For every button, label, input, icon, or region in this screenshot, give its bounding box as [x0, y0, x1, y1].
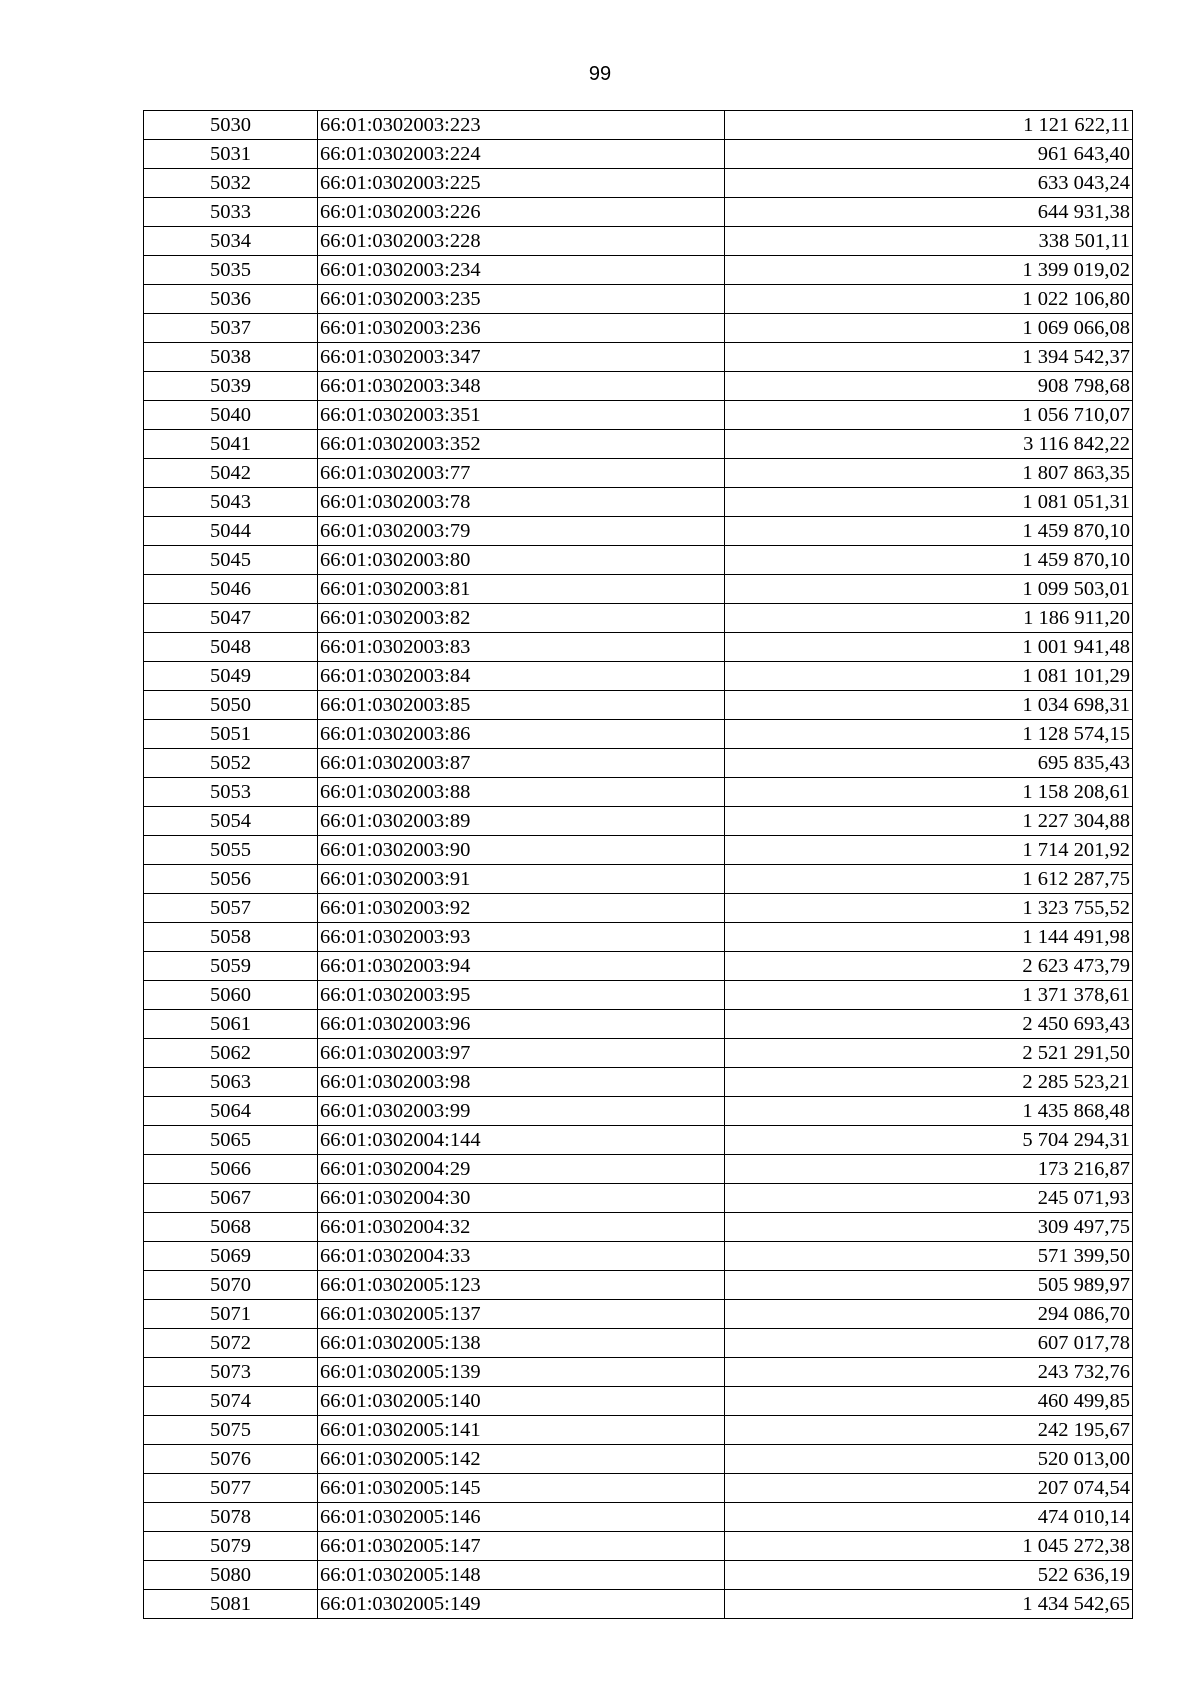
row-number-cell: 5038	[144, 343, 318, 372]
cadastral-number-cell: 66:01:0302003:84	[318, 662, 725, 691]
cadastral-value-cell: 242 195,67	[725, 1416, 1133, 1445]
cadastral-number-cell: 66:01:0302003:352	[318, 430, 725, 459]
cadastral-number-cell: 66:01:0302003:77	[318, 459, 725, 488]
cadastral-value-cell: 1 121 622,11	[725, 111, 1133, 140]
row-number-cell: 5041	[144, 430, 318, 459]
cadastral-value-cell: 695 835,43	[725, 749, 1133, 778]
row-number-cell: 5047	[144, 604, 318, 633]
cadastral-number-cell: 66:01:0302003:80	[318, 546, 725, 575]
row-number-cell: 5054	[144, 807, 318, 836]
cadastral-value-cell: 1 069 066,08	[725, 314, 1133, 343]
cadastral-value-cell: 571 399,50	[725, 1242, 1133, 1271]
row-number-cell: 5048	[144, 633, 318, 662]
table-row	[144, 546, 1133, 575]
table-row	[144, 749, 1133, 778]
row-number-cell: 5045	[144, 546, 318, 575]
cadastral-number-cell: 66:01:0302003:236	[318, 314, 725, 343]
row-number-cell: 5081	[144, 1590, 318, 1619]
row-number-cell: 5068	[144, 1213, 318, 1242]
cadastral-value-cell: 1 081 101,29	[725, 662, 1133, 691]
table-row	[144, 256, 1133, 285]
table-row	[144, 372, 1133, 401]
table-row	[144, 488, 1133, 517]
row-number-cell: 5051	[144, 720, 318, 749]
row-number-cell: 5071	[144, 1300, 318, 1329]
table-row	[144, 1561, 1133, 1590]
table-row	[144, 720, 1133, 749]
cadastral-value-cell: 1 612 287,75	[725, 865, 1133, 894]
table-row	[144, 1010, 1133, 1039]
cadastral-value-cell: 1 371 378,61	[725, 981, 1133, 1010]
cadastral-number-cell: 66:01:0302003:91	[318, 865, 725, 894]
cadastral-value-cell: 1 394 542,37	[725, 343, 1133, 372]
table-row	[144, 604, 1133, 633]
row-number-cell: 5036	[144, 285, 318, 314]
cadastral-number-cell: 66:01:0302003:93	[318, 923, 725, 952]
cadastral-value-cell: 908 798,68	[725, 372, 1133, 401]
cadastral-value-cell: 1 128 574,15	[725, 720, 1133, 749]
cadastral-value-cell: 243 732,76	[725, 1358, 1133, 1387]
cadastral-value-cell: 5 704 294,31	[725, 1126, 1133, 1155]
cadastral-number-cell: 66:01:0302005:149	[318, 1590, 725, 1619]
cadastral-value-cell: 2 521 291,50	[725, 1039, 1133, 1068]
row-number-cell: 5043	[144, 488, 318, 517]
row-number-cell: 5046	[144, 575, 318, 604]
row-number-cell: 5056	[144, 865, 318, 894]
row-number-cell: 5052	[144, 749, 318, 778]
row-number-cell: 5078	[144, 1503, 318, 1532]
cadastral-value-table	[143, 110, 1133, 1619]
row-number-cell: 5067	[144, 1184, 318, 1213]
cadastral-number-cell: 66:01:0302003:97	[318, 1039, 725, 1068]
table-row	[144, 1416, 1133, 1445]
cadastral-number-cell: 66:01:0302003:90	[318, 836, 725, 865]
row-number-cell: 5040	[144, 401, 318, 430]
cadastral-number-cell: 66:01:0302004:30	[318, 1184, 725, 1213]
cadastral-value-cell: 338 501,11	[725, 227, 1133, 256]
table-row	[144, 198, 1133, 227]
table-row	[144, 1445, 1133, 1474]
cadastral-number-cell: 66:01:0302003:79	[318, 517, 725, 546]
table-row	[144, 1242, 1133, 1271]
cadastral-value-cell: 1 714 201,92	[725, 836, 1133, 865]
cadastral-number-cell: 66:01:0302005:142	[318, 1445, 725, 1474]
cadastral-number-cell: 66:01:0302003:86	[318, 720, 725, 749]
row-number-cell: 5030	[144, 111, 318, 140]
cadastral-number-cell: 66:01:0302003:78	[318, 488, 725, 517]
table-row	[144, 807, 1133, 836]
cadastral-value-cell: 1 022 106,80	[725, 285, 1133, 314]
page-number: 99	[588, 63, 612, 85]
table-row	[144, 575, 1133, 604]
cadastral-number-cell: 66:01:0302003:98	[318, 1068, 725, 1097]
cadastral-value-cell: 3 116 842,22	[725, 430, 1133, 459]
row-number-cell: 5035	[144, 256, 318, 285]
cadastral-value-cell: 1 227 304,88	[725, 807, 1133, 836]
cadastral-number-cell: 66:01:0302005:148	[318, 1561, 725, 1590]
cadastral-value-cell: 207 074,54	[725, 1474, 1133, 1503]
row-number-cell: 5070	[144, 1271, 318, 1300]
row-number-cell: 5077	[144, 1474, 318, 1503]
row-number-cell: 5034	[144, 227, 318, 256]
cadastral-number-cell: 66:01:0302005:123	[318, 1271, 725, 1300]
row-number-cell: 5057	[144, 894, 318, 923]
cadastral-number-cell: 66:01:0302003:228	[318, 227, 725, 256]
cadastral-number-cell: 66:01:0302005:145	[318, 1474, 725, 1503]
cadastral-number-cell: 66:01:0302003:82	[318, 604, 725, 633]
cadastral-number-cell: 66:01:0302003:226	[318, 198, 725, 227]
cadastral-value-cell: 633 043,24	[725, 169, 1133, 198]
cadastral-number-cell: 66:01:0302003:83	[318, 633, 725, 662]
cadastral-number-cell: 66:01:0302003:95	[318, 981, 725, 1010]
cadastral-value-cell: 505 989,97	[725, 1271, 1133, 1300]
table-row	[144, 1387, 1133, 1416]
cadastral-value-cell: 294 086,70	[725, 1300, 1133, 1329]
row-number-cell: 5033	[144, 198, 318, 227]
table-row	[144, 894, 1133, 923]
row-number-cell: 5032	[144, 169, 318, 198]
cadastral-number-cell: 66:01:0302003:225	[318, 169, 725, 198]
table-row	[144, 633, 1133, 662]
table-row	[144, 1039, 1133, 1068]
row-number-cell: 5059	[144, 952, 318, 981]
table-row	[144, 778, 1133, 807]
row-number-cell: 5058	[144, 923, 318, 952]
table-row	[144, 517, 1133, 546]
row-number-cell: 5055	[144, 836, 318, 865]
cadastral-number-cell: 66:01:0302003:234	[318, 256, 725, 285]
cadastral-number-cell: 66:01:0302003:223	[318, 111, 725, 140]
table-row	[144, 1213, 1133, 1242]
cadastral-value-cell: 474 010,14	[725, 1503, 1133, 1532]
cadastral-value-cell: 520 013,00	[725, 1445, 1133, 1474]
row-number-cell: 5062	[144, 1039, 318, 1068]
cadastral-value-cell: 1 323 755,52	[725, 894, 1133, 923]
cadastral-value-cell: 1 034 698,31	[725, 691, 1133, 720]
cadastral-number-cell: 66:01:0302003:87	[318, 749, 725, 778]
cadastral-number-cell: 66:01:0302005:147	[318, 1532, 725, 1561]
cadastral-number-cell: 66:01:0302005:137	[318, 1300, 725, 1329]
cadastral-number-cell: 66:01:0302003:96	[318, 1010, 725, 1039]
table-row	[144, 1329, 1133, 1358]
table-row	[144, 952, 1133, 981]
table-row	[144, 1126, 1133, 1155]
cadastral-number-cell: 66:01:0302004:144	[318, 1126, 725, 1155]
row-number-cell: 5061	[144, 1010, 318, 1039]
cadastral-number-cell: 66:01:0302003:99	[318, 1097, 725, 1126]
table-row	[144, 662, 1133, 691]
table-row	[144, 1097, 1133, 1126]
cadastral-value-cell: 1 434 542,65	[725, 1590, 1133, 1619]
cadastral-number-cell: 66:01:0302005:146	[318, 1503, 725, 1532]
row-number-cell: 5080	[144, 1561, 318, 1590]
table-row	[144, 1474, 1133, 1503]
cadastral-value-cell: 173 216,87	[725, 1155, 1133, 1184]
cadastral-value-cell: 1 144 491,98	[725, 923, 1133, 952]
table-row	[144, 401, 1133, 430]
cadastral-value-cell: 644 931,38	[725, 198, 1133, 227]
table-row	[144, 227, 1133, 256]
cadastral-value-cell: 1 807 863,35	[725, 459, 1133, 488]
cadastral-number-cell: 66:01:0302003:347	[318, 343, 725, 372]
table-row	[144, 1503, 1133, 1532]
row-number-cell: 5044	[144, 517, 318, 546]
cadastral-value-cell: 1 459 870,10	[725, 517, 1133, 546]
row-number-cell: 5053	[144, 778, 318, 807]
table-row	[144, 865, 1133, 894]
cadastral-value-cell: 1 045 272,38	[725, 1532, 1133, 1561]
cadastral-number-cell: 66:01:0302004:29	[318, 1155, 725, 1184]
row-number-cell: 5064	[144, 1097, 318, 1126]
cadastral-number-cell: 66:01:0302003:94	[318, 952, 725, 981]
row-number-cell: 5073	[144, 1358, 318, 1387]
cadastral-value-cell: 607 017,78	[725, 1329, 1133, 1358]
table-row	[144, 1532, 1133, 1561]
table-row	[144, 430, 1133, 459]
cadastral-number-cell: 66:01:0302004:33	[318, 1242, 725, 1271]
cadastral-number-cell: 66:01:0302005:141	[318, 1416, 725, 1445]
table-row	[144, 314, 1133, 343]
row-number-cell: 5060	[144, 981, 318, 1010]
cadastral-value-cell: 1 158 208,61	[725, 778, 1133, 807]
cadastral-value-cell: 1 459 870,10	[725, 546, 1133, 575]
cadastral-value-cell: 2 450 693,43	[725, 1010, 1133, 1039]
table-row	[144, 343, 1133, 372]
cadastral-value-cell: 1 001 941,48	[725, 633, 1133, 662]
table-row	[144, 111, 1133, 140]
cadastral-value-cell: 1 435 868,48	[725, 1097, 1133, 1126]
row-number-cell: 5037	[144, 314, 318, 343]
cadastral-number-cell: 66:01:0302003:235	[318, 285, 725, 314]
row-number-cell: 5049	[144, 662, 318, 691]
cadastral-number-cell: 66:01:0302005:138	[318, 1329, 725, 1358]
table-row	[144, 1590, 1133, 1619]
table-row	[144, 1155, 1133, 1184]
row-number-cell: 5079	[144, 1532, 318, 1561]
row-number-cell: 5066	[144, 1155, 318, 1184]
table-row	[144, 981, 1133, 1010]
cadastral-value-cell: 245 071,93	[725, 1184, 1133, 1213]
cadastral-value-cell: 1 399 019,02	[725, 256, 1133, 285]
row-number-cell: 5065	[144, 1126, 318, 1155]
cadastral-value-cell: 460 499,85	[725, 1387, 1133, 1416]
cadastral-value-cell: 1 081 051,31	[725, 488, 1133, 517]
table-row	[144, 836, 1133, 865]
row-number-cell: 5042	[144, 459, 318, 488]
cadastral-number-cell: 66:01:0302003:348	[318, 372, 725, 401]
cadastral-number-cell: 66:01:0302003:92	[318, 894, 725, 923]
cadastral-value-cell: 1 099 503,01	[725, 575, 1133, 604]
row-number-cell: 5063	[144, 1068, 318, 1097]
row-number-cell: 5072	[144, 1329, 318, 1358]
row-number-cell: 5031	[144, 140, 318, 169]
table-row	[144, 1068, 1133, 1097]
cadastral-value-cell: 309 497,75	[725, 1213, 1133, 1242]
cadastral-value-cell: 522 636,19	[725, 1561, 1133, 1590]
table-row	[144, 140, 1133, 169]
table-row	[144, 1358, 1133, 1387]
cadastral-value-cell: 961 643,40	[725, 140, 1133, 169]
row-number-cell: 5074	[144, 1387, 318, 1416]
cadastral-number-cell: 66:01:0302003:85	[318, 691, 725, 720]
cadastral-value-cell: 1 056 710,07	[725, 401, 1133, 430]
row-number-cell: 5050	[144, 691, 318, 720]
table-row	[144, 169, 1133, 198]
row-number-cell: 5069	[144, 1242, 318, 1271]
table-row	[144, 691, 1133, 720]
cadastral-number-cell: 66:01:0302005:139	[318, 1358, 725, 1387]
cadastral-number-cell: 66:01:0302003:81	[318, 575, 725, 604]
table-row	[144, 285, 1133, 314]
cadastral-number-cell: 66:01:0302005:140	[318, 1387, 725, 1416]
cadastral-number-cell: 66:01:0302004:32	[318, 1213, 725, 1242]
cadastral-number-cell: 66:01:0302003:224	[318, 140, 725, 169]
table-row	[144, 1300, 1133, 1329]
cadastral-value-cell: 2 285 523,21	[725, 1068, 1133, 1097]
cadastral-number-cell: 66:01:0302003:351	[318, 401, 725, 430]
row-number-cell: 5039	[144, 372, 318, 401]
cadastral-value-cell: 1 186 911,20	[725, 604, 1133, 633]
table-row	[144, 923, 1133, 952]
table-row	[144, 1271, 1133, 1300]
cadastral-value-cell: 2 623 473,79	[725, 952, 1133, 981]
table-row	[144, 1184, 1133, 1213]
cadastral-number-cell: 66:01:0302003:89	[318, 807, 725, 836]
row-number-cell: 5076	[144, 1445, 318, 1474]
row-number-cell: 5075	[144, 1416, 318, 1445]
cadastral-number-cell: 66:01:0302003:88	[318, 778, 725, 807]
table-body	[144, 111, 1133, 1619]
table-row	[144, 459, 1133, 488]
